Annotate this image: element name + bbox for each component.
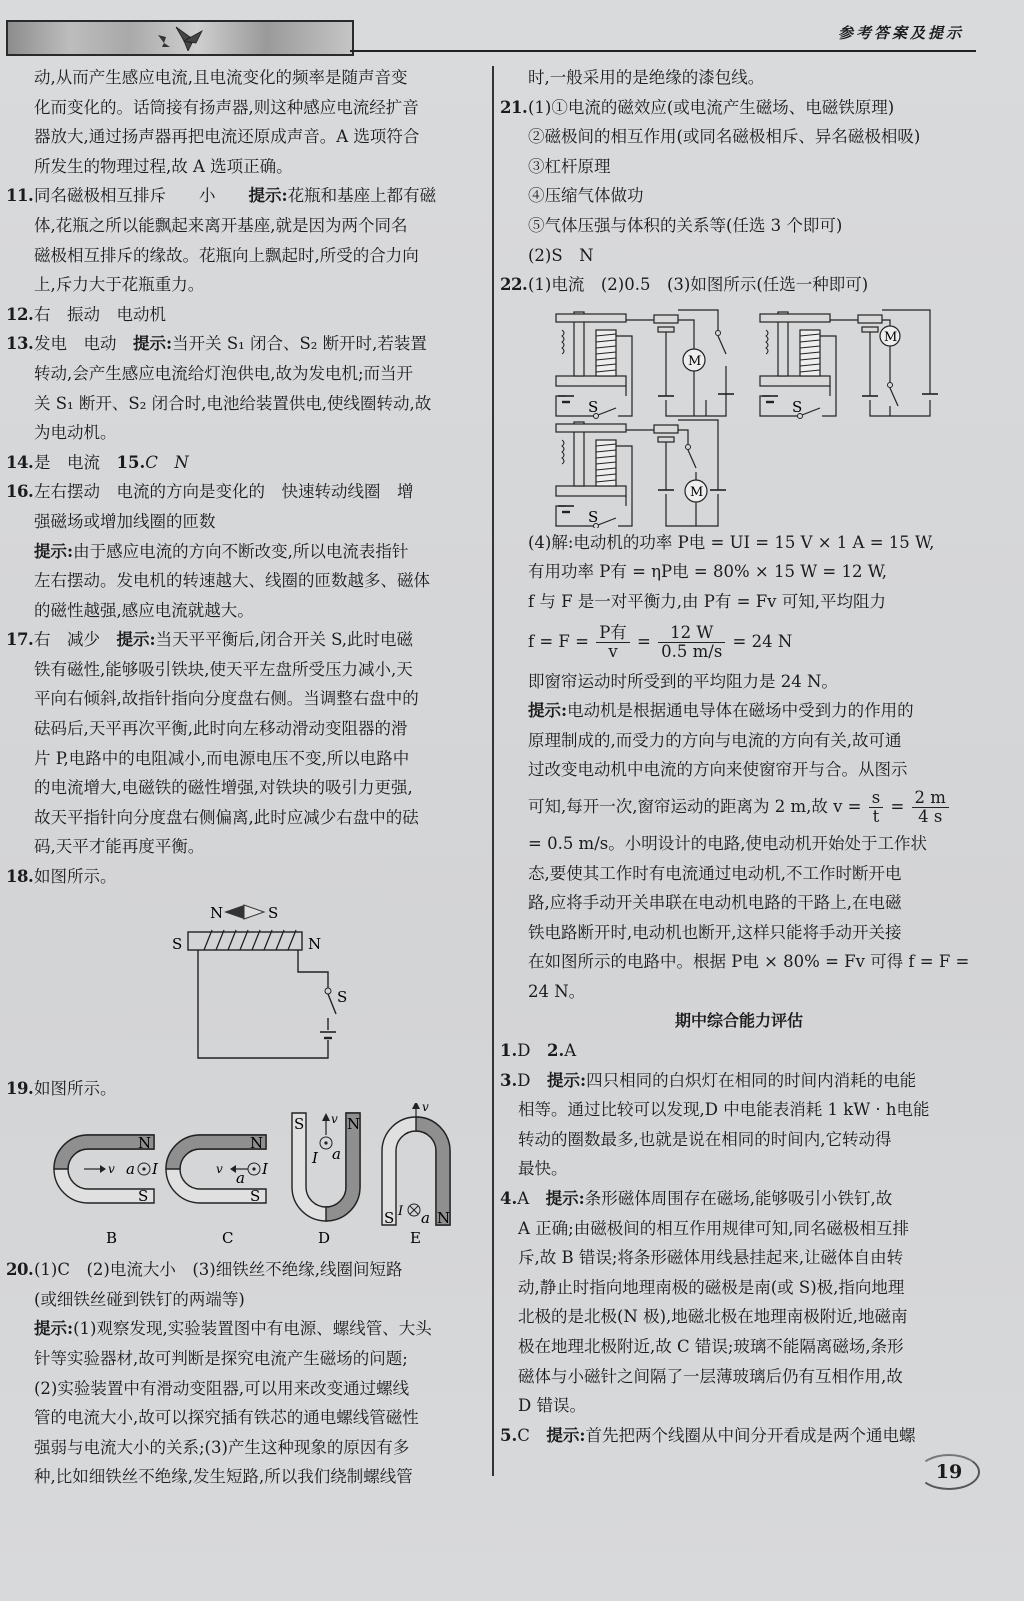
relay-circuit-3 xyxy=(556,420,726,528)
hint-line: 原理制成的,而受力的方向与电流的方向有关,故可通 xyxy=(528,730,902,750)
answer-22 xyxy=(500,270,978,300)
svg-text:I: I xyxy=(312,1149,318,1168)
hint-line: 片 P,电路中的电阻减小,而电源电压不变,所以电路中 xyxy=(34,748,410,768)
hint-line: 极在地理北极附近,故 C 错误;玻璃不能隔离磁场,条形 xyxy=(518,1337,904,1356)
relay-circuit-2 xyxy=(760,310,938,419)
hint-text: 四只相同的白炽灯在相同的时间内消耗的电能 xyxy=(586,1070,917,1090)
answer-text: 左右摆动 电流的方向是变化的 快速转动线圈 增 xyxy=(34,482,414,502)
hint-label: 提示: xyxy=(116,630,156,650)
svg-text:M: M xyxy=(884,329,898,345)
right-column xyxy=(500,63,978,1450)
conclusion-line: 即窗帘运动时所受到的平均阻力是 24 N。 xyxy=(528,671,838,691)
answer-line: 强磁场或增加线圈的匝数 xyxy=(34,511,216,531)
hint-text: (1)观察发现,实验装置图中有电源、螺线管、大头 xyxy=(73,1319,432,1339)
answer-line: ④压缩气体做功 xyxy=(528,186,644,206)
answer-line: ⑤气体压强与体积的关系等(任选 3 个即可) xyxy=(528,215,843,235)
mid-answer-5 xyxy=(500,1421,978,1451)
hint-line: 为电动机。 xyxy=(34,423,117,443)
svg-text:v: v xyxy=(422,1103,429,1115)
hint-text: 由于感应电流的方向不断改变,所以电流表指针 xyxy=(73,541,409,561)
hint-line: 动,静止时指向地理南极的磁极是南(或 S)极,指向地理 xyxy=(518,1277,905,1297)
speed-formula-line xyxy=(500,785,978,829)
mid-answers-1-2 xyxy=(500,1036,978,1066)
svg-text:a: a xyxy=(236,1169,245,1188)
answer-14-15 xyxy=(6,448,484,478)
svg-text:C: C xyxy=(222,1229,234,1248)
svg-text:I: I xyxy=(152,1160,158,1179)
equals: = xyxy=(631,631,657,651)
magnet-d xyxy=(292,1112,360,1247)
svg-text:a: a xyxy=(421,1209,430,1228)
hint-label: 提示: xyxy=(545,1189,585,1209)
text-line: 时,一般采用的是绝缘的漆包线。 xyxy=(528,68,765,87)
svg-text:S: S xyxy=(384,1209,395,1228)
svg-text:S: S xyxy=(138,1187,149,1206)
text-line: 所发生的物理过程,故 A 选项正确。 xyxy=(34,156,293,176)
hint-line: 故天平指针向分度盘右侧偏离,此时应减少右盘中的砝 xyxy=(34,807,419,827)
hint-line: 的磁性越强,感应电流就越大。 xyxy=(34,600,254,620)
numerator: 2 m xyxy=(912,789,949,808)
answer-text: 右 振动 电动机 xyxy=(34,304,166,324)
answer-text: D xyxy=(517,1041,531,1061)
answer-20 xyxy=(6,1255,484,1285)
hint-label: 提示: xyxy=(133,334,173,354)
hint-text: 花瓶和基座上都有磁 xyxy=(287,186,437,206)
answer-16 xyxy=(6,477,484,507)
svg-text:v: v xyxy=(216,1162,223,1177)
header-rule xyxy=(350,50,976,52)
hint-line: 转动,会产生感应电流给灯泡供电,故为发电机;而当开 xyxy=(34,363,414,383)
question-number: 12. xyxy=(6,304,34,324)
hint-line: 路,应将手动开关串联在电动机电路的干路上,在电磁 xyxy=(528,893,902,913)
solenoid-diagram xyxy=(6,892,484,1074)
denominator: v xyxy=(608,641,618,661)
answer-text: C N xyxy=(145,452,189,472)
answer-line: ③杠杆原理 xyxy=(528,156,611,176)
hint-label: 提示: xyxy=(248,186,288,206)
answer-text: 右 减少 xyxy=(34,630,117,650)
svg-text:S: S xyxy=(268,903,279,922)
question-number: 14. xyxy=(6,452,34,472)
denominator: t xyxy=(872,806,880,826)
question-number: 16. xyxy=(6,482,34,502)
hint-line: 体,花瓶之所以能飘起来离开基座,就是因为两个同名 xyxy=(34,215,408,235)
fraction xyxy=(912,789,949,826)
answer-text: (1)①电流的磁效应(或电流产生磁场、电磁铁原理) xyxy=(528,97,895,117)
question-number: 21. xyxy=(500,97,528,117)
svg-text:N: N xyxy=(138,1134,152,1153)
svg-text:v: v xyxy=(108,1162,115,1177)
hint-line: 码,天平才能再度平衡。 xyxy=(34,837,205,857)
svg-text:E: E xyxy=(410,1229,421,1248)
answer-text: (1)电流 (2)0.5 (3)如图所示(任选一种即可) xyxy=(528,275,869,295)
equals: = xyxy=(885,796,910,816)
question-number: 3. xyxy=(500,1070,518,1090)
hint-line: 种,比如细铁丝不绝缘,发生短路,所以我们绕制螺线管 xyxy=(34,1467,413,1487)
hint-line: 的电流增大,电磁铁的磁性增强,对铁块的吸引力更强, xyxy=(34,778,413,798)
hint-line: = 0.5 m/s。小明设计的电路,使电动机开始处于工作状 xyxy=(528,833,927,853)
numerator: s xyxy=(869,789,883,808)
question-number: 19. xyxy=(6,1078,34,1098)
compass-north-label: N xyxy=(210,903,224,922)
hint-label: 提示: xyxy=(34,541,74,561)
hint-line: 铁有磁性,能够吸引铁块,使天平左盘所受压力减小,天 xyxy=(34,659,413,679)
hint-line: A 正确;由磁极间的相互作用规律可知,同名磁极相互排 xyxy=(518,1218,909,1238)
text-line: 动,从而产生感应电流,且电流变化的频率是随声音变 xyxy=(34,68,408,87)
hint-line: 磁极相互排斥的缘故。花瓶向上飘起时,所受的合力向 xyxy=(34,245,419,265)
svg-text:N: N xyxy=(347,1115,361,1134)
hint-line: (2)实验装置中有滑动变阻器,可以用来改变通过螺线 xyxy=(34,1378,410,1398)
text-line: 化而变化的。话筒接有扬声器,则这种感应电流经扩音 xyxy=(34,97,419,117)
relay-circuit-1 xyxy=(556,310,734,419)
answer-13 xyxy=(6,329,484,359)
answer-19 xyxy=(6,1074,484,1104)
header-title: 参考答案及提示 xyxy=(837,24,964,42)
question-number: 15. xyxy=(116,452,146,472)
hint-text: 条形磁体周围存在磁场,能够吸引小铁钉,故 xyxy=(584,1189,893,1209)
page-number: 19 xyxy=(918,1454,980,1490)
hint-label: 提示: xyxy=(528,701,568,721)
answer-text: C xyxy=(517,1425,547,1445)
question-number: 4. xyxy=(500,1189,518,1209)
text-line: 器放大,通过扬声器再把电流还原成声音。A 选项符合 xyxy=(34,127,420,147)
svg-text:B: B xyxy=(106,1229,118,1248)
relay-circuits-diagram: S M M M xyxy=(500,300,978,528)
hint-line: 相等。通过比较可以发现,D 中电能表消耗 1 kW · h电能 xyxy=(518,1100,930,1120)
question-number: 20. xyxy=(6,1260,34,1280)
hint-first-line xyxy=(500,696,978,726)
answer-11 xyxy=(6,181,484,211)
answer-line: (2)S N xyxy=(528,245,594,265)
hint-line: D 错误。 xyxy=(518,1396,586,1416)
speed-text: 可知,每开一次,窗帘运动的距离为 2 m,故 v = xyxy=(528,796,867,816)
hint-line: 在如图所示的电路中。根据 P电 × 80% = Fv 可得 f = F = xyxy=(528,952,970,972)
svg-text:a: a xyxy=(126,1160,135,1179)
fraction xyxy=(596,624,630,661)
magnet-b xyxy=(54,1134,159,1247)
svg-text:M: M xyxy=(688,353,702,369)
hint-text: 当天平平衡后,闭合开关 S,此时电磁 xyxy=(155,630,414,650)
header-banner xyxy=(6,20,354,56)
hint-line: 砝码后,天平再次平衡,此时向左移动滑动变阻器的滑 xyxy=(34,719,408,739)
numerator: P有 xyxy=(596,624,630,643)
fraction xyxy=(869,789,883,826)
question-number: 2. xyxy=(546,1041,565,1061)
svg-text:a: a xyxy=(332,1145,341,1164)
question-number: 1. xyxy=(500,1041,518,1061)
svg-text:I: I xyxy=(262,1160,268,1179)
svg-text:S: S xyxy=(250,1187,261,1206)
hint-first-line xyxy=(6,537,484,567)
hint-label: 提示: xyxy=(546,1425,586,1445)
svg-text:v: v xyxy=(331,1112,338,1127)
answer-21 xyxy=(500,93,978,123)
svg-text:N: N xyxy=(250,1134,264,1153)
answer-line: (或细铁丝碰到铁钉的两端等) xyxy=(34,1289,245,1309)
svg-text:M: M xyxy=(690,484,704,500)
hint-line: 态,要使其工作时有电流通过电动机,不工作时断开电 xyxy=(528,863,902,883)
magnet-e xyxy=(382,1103,450,1247)
answer-line: ②磁极间的相互作用(或同名磁极相斥、异名磁极相吸) xyxy=(528,127,921,147)
denominator: 0.5 m/s xyxy=(661,641,723,661)
mid-answer-4 xyxy=(500,1184,978,1214)
denominator: 4 s xyxy=(918,806,943,826)
formula-rhs: = 24 N xyxy=(727,631,793,651)
svg-text:S: S xyxy=(337,987,348,1006)
formula-lhs: f = F = xyxy=(528,631,595,651)
answer-text: 同名磁极相互排斥 小 xyxy=(34,186,249,206)
answer-text: D xyxy=(517,1070,547,1090)
hint-line: 磁体与小磁针之间隔了一层薄玻璃后仍有互相作用,故 xyxy=(518,1366,903,1386)
svg-text:D: D xyxy=(318,1229,331,1248)
svg-text:S: S xyxy=(294,1115,305,1134)
svg-text:I: I xyxy=(398,1204,404,1220)
hint-line: 上,斥力大于花瓶重力。 xyxy=(34,275,205,295)
solution-line: (4)解:电动机的功率 P电 = UI = 15 V × 1 A = 15 W, xyxy=(528,532,935,552)
hint-first-line xyxy=(6,1314,484,1344)
hint-line: 针等实验器材,故可判断是探究电流产生磁场的问题; xyxy=(34,1349,408,1368)
question-number: 5. xyxy=(500,1425,518,1445)
hint-line: 北极的是北极(N 极),地磁北极在地理南极附近,地磁南 xyxy=(518,1307,908,1327)
hint-label: 提示: xyxy=(546,1070,587,1090)
answer-text: A xyxy=(564,1041,577,1061)
relay-circuit-figures xyxy=(500,300,978,528)
svg-text:N: N xyxy=(308,934,322,953)
magnet-figures xyxy=(6,1103,484,1255)
answer-17 xyxy=(6,625,484,655)
question-number: 22. xyxy=(500,275,528,295)
magnet-c xyxy=(166,1134,269,1247)
hint-line: 转动的圈数最多,也就是说在相同的时间内,它转动得 xyxy=(518,1129,892,1149)
horseshoe-magnets-diagram xyxy=(6,1103,484,1255)
column-divider xyxy=(492,66,494,1476)
section-title: 期中综合能力评估 xyxy=(674,1011,803,1031)
svg-text:S: S xyxy=(172,934,183,953)
answer-18 xyxy=(6,862,484,892)
solution-line: 有用功率 P有 = ηP电 = 80% × 15 W = 12 W, xyxy=(528,562,888,582)
hint-line: 24 N。 xyxy=(528,981,586,1001)
hint-line: 关 S₁ 断开、S₂ 闭合时,电池给装置供电,使线圈转动,故 xyxy=(34,393,432,413)
hint-line: 铁电路断开时,电动机也断开,这样只能将手动开关接 xyxy=(528,922,902,942)
answer-text: 如图所示。 xyxy=(34,1078,117,1098)
answer-text: (1)C (2)电流大小 (3)细铁丝不绝缘,线圈间短路 xyxy=(34,1260,403,1280)
numerator: 12 W xyxy=(658,624,725,643)
answer-text: 如图所示。 xyxy=(34,867,117,887)
answer-text: 是 电流 xyxy=(34,452,117,472)
mid-answer-3 xyxy=(500,1066,978,1096)
question-number: 11. xyxy=(6,186,34,206)
hint-line: 过改变电动机中电流的方向来使窗帘开与合。从图示 xyxy=(528,760,908,780)
butterfly-icon xyxy=(156,25,216,51)
svg-text:N: N xyxy=(437,1209,451,1228)
hint-text: 当开关 S₁ 闭合、S₂ 断开时,若装置 xyxy=(172,334,427,354)
hint-text: 首先把两个线圈从中间分开看成是两个通电螺 xyxy=(585,1425,916,1445)
answer-12 xyxy=(6,300,484,330)
answer-text: 发电 电动 xyxy=(34,334,133,354)
hint-line: 最快。 xyxy=(518,1159,568,1179)
hint-text: 电动机是根据通电导体在磁场中受到力的作用的 xyxy=(567,701,914,721)
question-number: 17. xyxy=(6,630,34,650)
fraction xyxy=(658,624,725,661)
question-number: 18. xyxy=(6,867,34,887)
solution-line: f 与 F 是一对平衡力,由 P有 = Fv 可知,平均阻力 xyxy=(528,591,886,611)
hint-line: 强弱与电流大小的关系;(3)产生这种现象的原因有多 xyxy=(34,1437,410,1457)
left-column xyxy=(6,63,484,1492)
question-number: 13. xyxy=(6,334,34,354)
hint-label: 提示: xyxy=(34,1319,74,1339)
hint-line: 管的电流大小,故可以探究插有铁芯的通电螺线管磁性 xyxy=(34,1408,419,1428)
electromagnet-circuit-figure xyxy=(6,892,484,1074)
friction-formula xyxy=(500,617,978,667)
hint-line: 左右摆动。发电机的转速越大、线圈的匝数越多、磁体 xyxy=(34,571,430,591)
answer-text: A xyxy=(517,1189,546,1209)
hint-line: 斥,故 B 错误;将条形磁体用线悬挂起来,让磁体自由转 xyxy=(518,1248,904,1268)
hint-line: 平向右倾斜,故指针指向分度盘右侧。当调整右盘中的 xyxy=(34,689,419,709)
